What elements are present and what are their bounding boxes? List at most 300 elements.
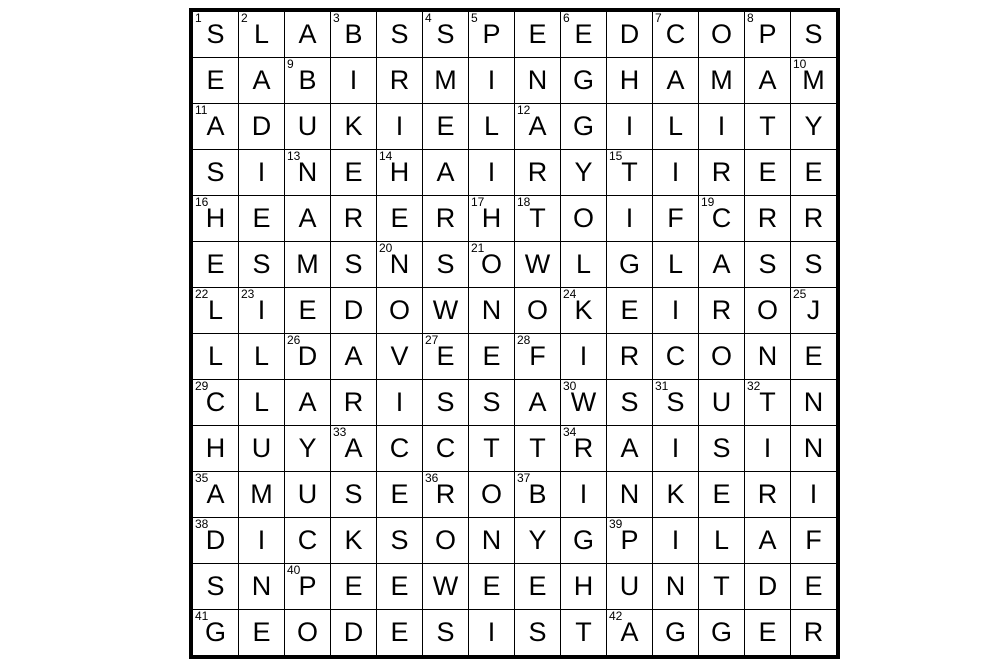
- cell-number: 27: [425, 333, 439, 347]
- crossword-cell[interactable]: [607, 242, 653, 288]
- crossword-cell[interactable]: [469, 150, 515, 196]
- crossword-cell[interactable]: [285, 150, 331, 196]
- crossword-cell[interactable]: [745, 242, 791, 288]
- cell-letter: D: [251, 111, 272, 141]
- crossword-cell[interactable]: [239, 518, 285, 564]
- cell-letter: D: [619, 19, 640, 49]
- crossword-row: [191, 104, 838, 150]
- crossword-row: [191, 518, 838, 564]
- crossword-cell[interactable]: [469, 610, 515, 658]
- crossword-cell[interactable]: [607, 58, 653, 104]
- cell-letter: G: [572, 65, 594, 95]
- crossword-cell[interactable]: [239, 150, 285, 196]
- cell-letter: T: [483, 433, 500, 463]
- crossword-cell[interactable]: [469, 58, 515, 104]
- crossword-cell[interactable]: [699, 58, 745, 104]
- crossword-cell[interactable]: [607, 150, 653, 196]
- crossword-cell[interactable]: [561, 472, 607, 518]
- crossword-cell[interactable]: [285, 380, 331, 426]
- cell-letter: F: [667, 203, 684, 233]
- cell-number: 16: [195, 195, 209, 209]
- crossword-cell[interactable]: [377, 10, 423, 58]
- crossword-cell[interactable]: [791, 472, 839, 518]
- crossword-cell[interactable]: [561, 58, 607, 104]
- cell-letter: E: [390, 571, 409, 601]
- crossword-cell[interactable]: [423, 104, 469, 150]
- crossword-cell[interactable]: [515, 58, 561, 104]
- crossword-cell[interactable]: [423, 380, 469, 426]
- cell-number: 35: [195, 471, 209, 485]
- crossword-cell[interactable]: [561, 242, 607, 288]
- cell-letter: D: [343, 617, 364, 647]
- cell-letter: K: [344, 111, 363, 141]
- crossword-cell[interactable]: [285, 288, 331, 334]
- crossword-cell[interactable]: [239, 472, 285, 518]
- cell-letter: W: [524, 249, 551, 279]
- crossword-puzzle: [189, 8, 840, 659]
- crossword-cell[interactable]: [515, 104, 561, 150]
- cell-letter: E: [712, 479, 731, 509]
- crossword-cell[interactable]: [191, 426, 239, 472]
- crossword-cell[interactable]: [607, 104, 653, 150]
- crossword-cell[interactable]: [331, 334, 377, 380]
- crossword-cell[interactable]: [745, 426, 791, 472]
- cell-letter: O: [388, 295, 410, 325]
- crossword-cell[interactable]: [515, 288, 561, 334]
- crossword-cell[interactable]: [377, 196, 423, 242]
- cell-letter: P: [620, 525, 639, 555]
- crossword-cell[interactable]: [745, 334, 791, 380]
- cell-letter: S: [528, 617, 547, 647]
- crossword-cell[interactable]: [469, 380, 515, 426]
- crossword-cell[interactable]: [285, 518, 331, 564]
- crossword-cell[interactable]: [791, 518, 839, 564]
- crossword-cell[interactable]: [745, 104, 791, 150]
- crossword-cell[interactable]: [331, 288, 377, 334]
- crossword-cell[interactable]: [791, 334, 839, 380]
- crossword-cell[interactable]: [331, 104, 377, 150]
- crossword-cell[interactable]: [377, 334, 423, 380]
- crossword-cell[interactable]: [515, 426, 561, 472]
- cell-letter: A: [298, 387, 317, 417]
- crossword-cell[interactable]: [745, 472, 791, 518]
- crossword-cell[interactable]: [699, 518, 745, 564]
- cell-number: 41: [195, 609, 209, 623]
- cell-letter: I: [579, 479, 588, 509]
- crossword-cell[interactable]: [423, 334, 469, 380]
- crossword-cell[interactable]: [191, 104, 239, 150]
- cell-letter: S: [344, 479, 363, 509]
- crossword-cell[interactable]: [745, 58, 791, 104]
- cell-letter: A: [758, 525, 777, 555]
- cell-letter: I: [671, 157, 680, 187]
- crossword-cell[interactable]: [377, 472, 423, 518]
- cell-letter: W: [570, 387, 597, 417]
- cell-letter: C: [711, 203, 732, 233]
- crossword-cell[interactable]: [699, 10, 745, 58]
- crossword-cell[interactable]: [191, 288, 239, 334]
- crossword-cell[interactable]: [469, 196, 515, 242]
- crossword-cell[interactable]: [423, 196, 469, 242]
- crossword-cell[interactable]: [653, 518, 699, 564]
- cell-number: 4: [425, 11, 432, 25]
- crossword-cell[interactable]: [285, 472, 331, 518]
- crossword-cell[interactable]: [607, 10, 653, 58]
- crossword-cell[interactable]: [423, 518, 469, 564]
- cell-letter: O: [296, 617, 318, 647]
- crossword-cell[interactable]: [607, 196, 653, 242]
- crossword-cell[interactable]: [331, 610, 377, 658]
- crossword-cell[interactable]: [377, 150, 423, 196]
- cell-number: 6: [563, 11, 570, 25]
- cell-letter: S: [436, 387, 455, 417]
- cell-letter: F: [805, 525, 822, 555]
- crossword-cell[interactable]: [331, 472, 377, 518]
- cell-letter: S: [252, 249, 271, 279]
- crossword-cell[interactable]: [377, 104, 423, 150]
- crossword-cell[interactable]: [745, 150, 791, 196]
- crossword-cell[interactable]: [331, 196, 377, 242]
- crossword-cell[interactable]: [377, 564, 423, 610]
- cell-letter: E: [436, 111, 455, 141]
- cell-letter: R: [573, 433, 594, 463]
- crossword-cell[interactable]: [239, 380, 285, 426]
- crossword-cell[interactable]: [285, 334, 331, 380]
- cell-letter: A: [206, 111, 225, 141]
- crossword-cell[interactable]: [331, 564, 377, 610]
- crossword-cell[interactable]: [191, 10, 239, 58]
- crossword-cell[interactable]: [653, 288, 699, 334]
- crossword-cell[interactable]: [239, 196, 285, 242]
- crossword-cell[interactable]: [607, 380, 653, 426]
- cell-number: 22: [195, 287, 209, 301]
- cell-number: 8: [747, 11, 754, 25]
- crossword-cell[interactable]: [331, 426, 377, 472]
- crossword-cell[interactable]: [653, 10, 699, 58]
- cell-number: 19: [701, 195, 715, 209]
- crossword-cell[interactable]: [561, 610, 607, 658]
- crossword-cell[interactable]: [331, 58, 377, 104]
- cell-number: 9: [287, 57, 294, 71]
- crossword-cell[interactable]: [285, 58, 331, 104]
- cell-letter: I: [671, 295, 680, 325]
- cell-number: 17: [471, 195, 485, 209]
- cell-letter: U: [711, 387, 732, 417]
- crossword-cell[interactable]: [561, 380, 607, 426]
- crossword-cell[interactable]: [699, 564, 745, 610]
- crossword-cell[interactable]: [653, 564, 699, 610]
- crossword-cell[interactable]: [561, 150, 607, 196]
- crossword-cell[interactable]: [515, 334, 561, 380]
- crossword-cell[interactable]: [239, 426, 285, 472]
- crossword-cell[interactable]: [607, 426, 653, 472]
- crossword-cell[interactable]: [331, 242, 377, 288]
- crossword-cell[interactable]: [515, 242, 561, 288]
- cell-number: 13: [287, 149, 301, 163]
- cell-letter: C: [435, 433, 456, 463]
- crossword-row: [191, 472, 838, 518]
- crossword-cell[interactable]: [469, 334, 515, 380]
- crossword-cell[interactable]: [191, 242, 239, 288]
- crossword-cell[interactable]: [699, 472, 745, 518]
- cell-letter: M: [802, 65, 825, 95]
- crossword-cell[interactable]: [377, 58, 423, 104]
- cell-letter: C: [389, 433, 410, 463]
- crossword-cell[interactable]: [561, 426, 607, 472]
- crossword-cell[interactable]: [331, 518, 377, 564]
- cell-letter: P: [758, 19, 777, 49]
- crossword-cell[interactable]: [745, 10, 791, 58]
- crossword-cell[interactable]: [653, 380, 699, 426]
- crossword-cell[interactable]: [745, 564, 791, 610]
- cell-letter: R: [619, 341, 640, 371]
- cell-letter: M: [434, 65, 457, 95]
- cell-number: 29: [195, 379, 209, 393]
- crossword-cell[interactable]: [561, 564, 607, 610]
- crossword-cell[interactable]: [377, 610, 423, 658]
- cell-letter: O: [756, 295, 778, 325]
- crossword-cell[interactable]: [607, 288, 653, 334]
- crossword-cell[interactable]: [699, 380, 745, 426]
- cell-letter: L: [575, 249, 592, 279]
- crossword-cell[interactable]: [653, 196, 699, 242]
- crossword-cell[interactable]: [191, 196, 239, 242]
- crossword-cell[interactable]: [469, 426, 515, 472]
- cell-letter: A: [666, 65, 685, 95]
- crossword-cell[interactable]: [191, 610, 239, 658]
- crossword-cell[interactable]: [515, 472, 561, 518]
- crossword-cell[interactable]: [239, 58, 285, 104]
- crossword-cell[interactable]: [285, 10, 331, 58]
- cell-letter: R: [757, 203, 778, 233]
- crossword-cell[interactable]: [469, 288, 515, 334]
- crossword-cell[interactable]: [699, 242, 745, 288]
- crossword-cell[interactable]: [791, 426, 839, 472]
- cell-letter: I: [257, 157, 266, 187]
- crossword-cell[interactable]: [791, 58, 839, 104]
- crossword-cell[interactable]: [423, 242, 469, 288]
- crossword-cell[interactable]: [653, 334, 699, 380]
- crossword-cell[interactable]: [469, 104, 515, 150]
- crossword-cell[interactable]: [745, 610, 791, 658]
- crossword-cell[interactable]: [607, 334, 653, 380]
- crossword-cell[interactable]: [377, 380, 423, 426]
- crossword-cell[interactable]: [791, 104, 839, 150]
- cell-letter: N: [297, 157, 318, 187]
- crossword-cell[interactable]: [423, 288, 469, 334]
- cell-number: 36: [425, 471, 439, 485]
- crossword-row: [191, 610, 838, 658]
- crossword-cell[interactable]: [377, 242, 423, 288]
- cell-letter: E: [390, 617, 409, 647]
- crossword-cell[interactable]: [699, 150, 745, 196]
- crossword-cell[interactable]: [653, 150, 699, 196]
- crossword-cell[interactable]: [653, 610, 699, 658]
- cell-letter: R: [389, 65, 410, 95]
- cell-letter: I: [257, 525, 266, 555]
- cell-letter: E: [390, 479, 409, 509]
- cell-letter: S: [804, 249, 823, 279]
- crossword-cell[interactable]: [239, 10, 285, 58]
- crossword-cell[interactable]: [191, 518, 239, 564]
- cell-letter: T: [759, 387, 776, 417]
- crossword-cell[interactable]: [699, 288, 745, 334]
- crossword-cell[interactable]: [515, 196, 561, 242]
- cell-letter: R: [435, 203, 456, 233]
- cell-letter: I: [395, 111, 404, 141]
- cell-letter: N: [481, 525, 502, 555]
- crossword-cell[interactable]: [423, 610, 469, 658]
- crossword-cell[interactable]: [469, 518, 515, 564]
- crossword-cell[interactable]: [515, 380, 561, 426]
- crossword-cell[interactable]: [699, 334, 745, 380]
- crossword-cell[interactable]: [331, 10, 377, 58]
- crossword-cell[interactable]: [239, 564, 285, 610]
- cell-letter: L: [667, 111, 684, 141]
- crossword-cell[interactable]: [515, 610, 561, 658]
- crossword-cell[interactable]: [285, 196, 331, 242]
- crossword-cell[interactable]: [791, 196, 839, 242]
- crossword-cell[interactable]: [791, 564, 839, 610]
- cell-letter: R: [803, 203, 824, 233]
- crossword-cell[interactable]: [191, 564, 239, 610]
- crossword-cell[interactable]: [423, 472, 469, 518]
- crossword-grid: [189, 8, 840, 659]
- crossword-cell[interactable]: [561, 518, 607, 564]
- crossword-cell[interactable]: [607, 610, 653, 658]
- crossword-cell[interactable]: [191, 58, 239, 104]
- crossword-cell[interactable]: [561, 104, 607, 150]
- crossword-cell[interactable]: [469, 564, 515, 610]
- cell-letter: Y: [298, 433, 317, 463]
- cell-number: 15: [609, 149, 623, 163]
- crossword-cell[interactable]: [423, 564, 469, 610]
- crossword-cell[interactable]: [515, 150, 561, 196]
- cell-number: 23: [241, 287, 255, 301]
- crossword-cell[interactable]: [607, 564, 653, 610]
- crossword-cell[interactable]: [191, 472, 239, 518]
- crossword-cell[interactable]: [285, 564, 331, 610]
- crossword-cell[interactable]: [561, 334, 607, 380]
- crossword-cell[interactable]: [607, 472, 653, 518]
- crossword-cell[interactable]: [191, 334, 239, 380]
- crossword-cell[interactable]: [191, 380, 239, 426]
- cell-letter: G: [618, 249, 640, 279]
- crossword-cell[interactable]: [561, 288, 607, 334]
- crossword-cell[interactable]: [653, 242, 699, 288]
- crossword-cell[interactable]: [515, 564, 561, 610]
- cell-letter: A: [712, 249, 731, 279]
- cell-letter: E: [206, 249, 225, 279]
- crossword-cell[interactable]: [653, 426, 699, 472]
- crossword-cell[interactable]: [653, 58, 699, 104]
- crossword-cell[interactable]: [239, 104, 285, 150]
- crossword-cell[interactable]: [469, 242, 515, 288]
- crossword-cell[interactable]: [745, 380, 791, 426]
- cell-letter: V: [390, 341, 409, 371]
- cell-letter: O: [710, 341, 732, 371]
- cell-letter: Y: [528, 525, 547, 555]
- crossword-cell[interactable]: [699, 196, 745, 242]
- crossword-cell[interactable]: [377, 518, 423, 564]
- cell-letter: H: [619, 65, 640, 95]
- crossword-cell[interactable]: [791, 242, 839, 288]
- cell-letter: I: [671, 525, 680, 555]
- cell-letter: E: [206, 65, 225, 95]
- cell-letter: P: [298, 571, 317, 601]
- crossword-cell[interactable]: [745, 196, 791, 242]
- crossword-cell[interactable]: [791, 10, 839, 58]
- crossword-cell[interactable]: [469, 10, 515, 58]
- crossword-cell[interactable]: [745, 518, 791, 564]
- crossword-cell[interactable]: [791, 610, 839, 658]
- crossword-cell[interactable]: [653, 104, 699, 150]
- cell-letter: H: [481, 203, 502, 233]
- cell-letter: U: [251, 433, 272, 463]
- cell-letter: H: [573, 571, 594, 601]
- cell-letter: M: [296, 249, 319, 279]
- crossword-cell[interactable]: [239, 288, 285, 334]
- cell-letter: L: [207, 341, 224, 371]
- crossword-cell[interactable]: [791, 288, 839, 334]
- cell-letter: E: [804, 157, 823, 187]
- crossword-cell[interactable]: [745, 288, 791, 334]
- cell-letter: S: [206, 157, 225, 187]
- crossword-cell[interactable]: [191, 150, 239, 196]
- crossword-cell[interactable]: [377, 288, 423, 334]
- crossword-cell[interactable]: [699, 104, 745, 150]
- crossword-cell[interactable]: [653, 472, 699, 518]
- crossword-cell[interactable]: [561, 10, 607, 58]
- cell-letter: N: [251, 571, 272, 601]
- cell-letter: L: [253, 19, 270, 49]
- cell-letter: R: [711, 157, 732, 187]
- cell-letter: B: [344, 19, 363, 49]
- crossword-cell[interactable]: [331, 150, 377, 196]
- crossword-cell[interactable]: [239, 334, 285, 380]
- cell-letter: S: [436, 249, 455, 279]
- cell-letter: A: [528, 111, 547, 141]
- crossword-cell[interactable]: [791, 380, 839, 426]
- crossword-cell[interactable]: [699, 426, 745, 472]
- crossword-cell[interactable]: [377, 426, 423, 472]
- crossword-cell[interactable]: [469, 472, 515, 518]
- cell-number: 1: [195, 11, 202, 25]
- crossword-cell[interactable]: [561, 196, 607, 242]
- crossword-cell[interactable]: [515, 10, 561, 58]
- cell-letter: E: [482, 341, 501, 371]
- crossword-cell[interactable]: [607, 518, 653, 564]
- cell-letter: E: [344, 571, 363, 601]
- crossword-cell[interactable]: [285, 242, 331, 288]
- crossword-cell[interactable]: [285, 610, 331, 658]
- crossword-cell[interactable]: [699, 610, 745, 658]
- crossword-cell[interactable]: [285, 104, 331, 150]
- cell-letter: I: [809, 479, 818, 509]
- crossword-cell[interactable]: [515, 518, 561, 564]
- cell-number: 26: [287, 333, 301, 347]
- crossword-cell[interactable]: [423, 10, 469, 58]
- crossword-cell[interactable]: [423, 58, 469, 104]
- crossword-cell[interactable]: [791, 150, 839, 196]
- crossword-cell[interactable]: [239, 242, 285, 288]
- crossword-cell[interactable]: [331, 380, 377, 426]
- crossword-cell[interactable]: [423, 426, 469, 472]
- crossword-cell[interactable]: [423, 150, 469, 196]
- crossword-cell[interactable]: [239, 610, 285, 658]
- cell-letter: N: [665, 571, 686, 601]
- crossword-cell[interactable]: [285, 426, 331, 472]
